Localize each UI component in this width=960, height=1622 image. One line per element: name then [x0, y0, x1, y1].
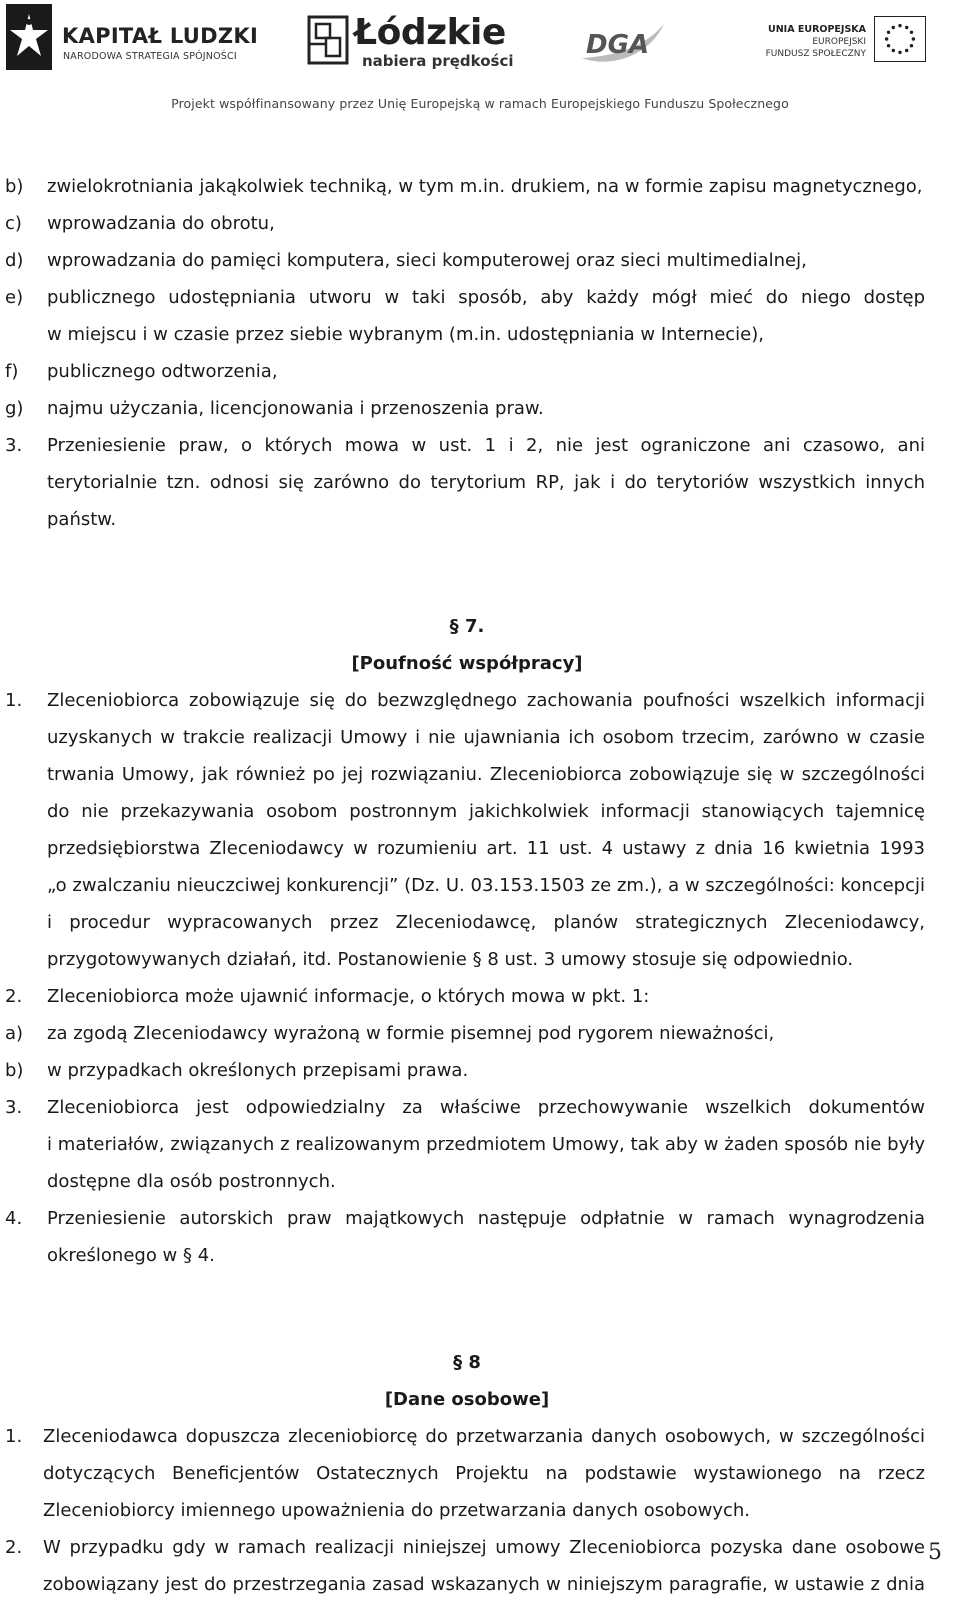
list-marker: 1.: [5, 1426, 23, 1447]
line-text: za zgodą Zleceniodawcy wyrażoną w formie pisemnej pod rygorem nieważności,: [47, 1023, 775, 1044]
list-marker: 3.: [5, 435, 23, 456]
cofunding-note: Projekt współfinansowany przez Unię Europejską w ramach Europejskiego Funduszu Społecznego: [171, 96, 789, 111]
line-text: Zleceniobiorca może ujawnić informacje, o których mowa w pkt. 1:: [47, 986, 650, 1007]
line-text: państw.: [47, 509, 117, 530]
line-text: Zleceniodawca dopuszcza zleceniobiorcę do przetwarzania danych osobowych, w szczególności: [43, 1426, 925, 1447]
line-text: Zleceniobiorcy imiennego upoważnienia do przetwarzania danych osobowych.: [43, 1500, 751, 1521]
line-text: do nie przekazywania osobom postronnym jakichkolwiek informacji stanowiących tajemnicę: [47, 801, 925, 822]
list-marker: 3.: [5, 1097, 23, 1118]
dga-logo: [578, 18, 668, 68]
list-marker: b): [5, 176, 24, 197]
line-text: najmu użyczania, licencjonowania i przenoszenia praw.: [47, 398, 544, 419]
line-text: określonego w § 4.: [47, 1245, 215, 1266]
list-marker: e): [5, 287, 24, 308]
line-text: Przeniesienie autorskich praw majątkowych następuje odpłatnie w ramach wynagrodzenia: [47, 1208, 925, 1229]
section-8-number: § 8: [453, 1352, 481, 1373]
list-marker: 2.: [5, 986, 23, 1007]
line-text: trwania Umowy, jak również po jej rozwiązaniu. Zleceniobiorca zobowiązuje się w szczególności: [47, 764, 925, 785]
eu-line-1: UNIA EUROPEJSKA: [768, 24, 866, 35]
line-text: W przypadku gdy w ramach realizacji niniejszej umowy Zleceniobiorca pozyska dane osobowe: [43, 1537, 925, 1558]
line-text: uzyskanych w trakcie realizacji Umowy i nie ujawniania ich osobom trzecim, zarówno w czasie: [47, 727, 925, 748]
page-header: [0, 0, 960, 130]
section-8-title: [Dane osobowe]: [384, 1389, 550, 1410]
list-marker: b): [5, 1060, 24, 1081]
lodzkie-mark-icon: [306, 14, 350, 66]
line-text: terytorialnie tzn. odnosi się zarówno do terytorium RP, jak i do terytoriów wszystkich innych: [47, 472, 925, 493]
line-text: Zleceniobiorca jest odpowiedzialny za właściwe przechowywanie wszelkich dokumentów: [47, 1097, 925, 1118]
list-marker: 4.: [5, 1208, 23, 1229]
line-text: dostępne dla osób postronnych.: [47, 1171, 336, 1192]
eu-line-2: EUROPEJSKI: [812, 37, 866, 47]
star-figure-icon: [6, 4, 52, 70]
line-text: w przypadkach określonych przepisami prawa.: [47, 1060, 469, 1081]
line-text: zobowiązany jest do przestrzegania zasad wskazanych w niniejszym paragrafie, w ustawie z dnia: [43, 1574, 925, 1595]
kapital-ludzki-title: KAPITAŁ LUDZKI: [62, 24, 259, 48]
line-text: zwielokrotniania jakąkolwiek techniką, w tym m.in. drukiem, na w formie zapisu magnetycznego,: [47, 176, 923, 197]
list-marker: f): [5, 361, 19, 382]
kapital-ludzki-logo: [6, 4, 259, 74]
eu-line-3: FUNDUSZ SPOŁECZNY: [765, 49, 866, 59]
line-text: przedsiębiorstwa Zleceniodawcy w rozumieniu art. 11 ust. 4 ustawy z dnia 16 kwietnia 1993: [47, 838, 925, 859]
eu-flag-icon: [874, 16, 926, 62]
line-text: przygotowywanych działań, itd. Postanowienie § 8 ust. 3 umowy stosuje się odpowiednio.: [47, 949, 854, 970]
list-marker: c): [5, 213, 22, 234]
list-marker: a): [5, 1023, 24, 1044]
line-text: wprowadzania do pamięci komputera, sieci komputerowej oraz sieci multimedialnej,: [47, 250, 807, 271]
eu-logo: [756, 16, 926, 68]
line-text: w miejscu i w czasie przez siebie wybranym (m.in. udostępniania w Internecie),: [47, 324, 765, 345]
line-text: „o zwalczaniu nieuczciwej konkurencji” (Dz. U. 03.153.1503 ze zm.), a w szczególności: koncepcji: [47, 875, 926, 896]
lodzkie-title: Łódzkie: [354, 12, 506, 53]
line-text: i materiałów, związanych z realizowanym przedmiotem Umowy, tak aby w żaden sposób nie były: [47, 1134, 925, 1155]
list-marker: d): [5, 250, 24, 271]
list-marker: 1.: [5, 690, 23, 711]
dga-text: DGA: [586, 30, 650, 60]
line-text: Zleceniobiorca zobowiązuje się do bezwzględnego zachowania poufności wszelkich informacji: [47, 690, 925, 711]
line-text: dotyczących Beneficjentów Ostatecznych Projektu na podstawie wystawionego na rzecz: [43, 1463, 925, 1484]
line-text: Przeniesienie praw, o których mowa w ust. 1 i 2, nie jest ograniczone ani czasowo, ani: [47, 435, 925, 456]
lodzkie-logo: [306, 8, 516, 74]
kapital-ludzki-subtitle: NARODOWA STRATEGIA SPÓJNOŚCI: [63, 51, 237, 62]
line-text: publicznego udostępniania utworu w taki sposób, aby każdy mógł mieć do niego dostęp: [47, 287, 925, 308]
lodzkie-subtitle: nabiera prędkości: [362, 52, 514, 70]
list-marker: g): [5, 398, 24, 419]
line-text: wprowadzania do obrotu,: [47, 213, 275, 234]
list-marker: 2.: [5, 1537, 23, 1558]
section-7-title: [Poufność współpracy]: [351, 653, 583, 674]
line-text: i procedur wypracowanych przez Zleceniodawcę, planów strategicznych Zleceniodawcy,: [47, 912, 925, 933]
section-7-number: § 7.: [449, 616, 485, 637]
page-number: 5: [928, 1540, 942, 1565]
line-text: publicznego odtworzenia,: [47, 361, 278, 382]
